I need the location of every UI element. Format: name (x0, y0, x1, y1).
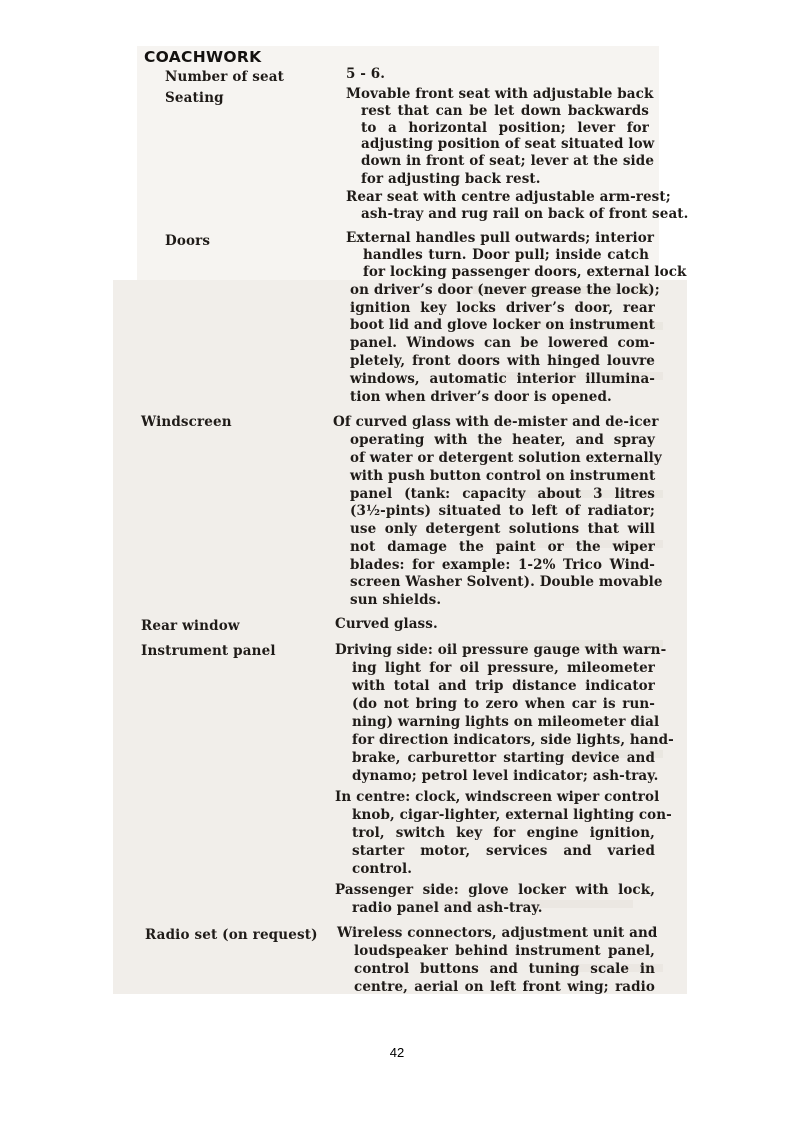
definition-line: for locking passenger doors, external lock (363, 264, 687, 280)
term-radio-set: Radio set (on request) (145, 927, 318, 943)
definition-line: windows, automatic interior illumina- (350, 371, 655, 387)
definition-line: of water or detergent solution externally (350, 450, 662, 466)
term-number-of-seat: Number of seat (165, 69, 285, 85)
definition-line: radio panel and ash-tray. (352, 900, 543, 916)
term-seating: Seating (165, 90, 224, 106)
term-doors: Doors (165, 233, 211, 249)
definition-line: (do not bring to zero when car is run- (352, 696, 655, 712)
definition-line: ignition key locks driver’s door, rear (350, 300, 655, 316)
definition-line: Movable front seat with adjustable back (346, 86, 654, 102)
definition-line: ning) warning lights on mileometer dial (352, 714, 660, 730)
definition-line: handles turn. Door pull; inside catch (363, 247, 649, 263)
definition-line: sun shields. (350, 592, 442, 608)
page-number: 42 (389, 1045, 405, 1060)
definition-line: loudspeaker behind instrument panel, (354, 943, 655, 959)
definition-line: control buttons and tuning scale in (354, 961, 655, 977)
definition-line: trol, switch key for engine ignition, (352, 825, 655, 841)
definition-line: operating with the heater, and spray (350, 432, 655, 448)
definition-line: Rear seat with centre adjustable arm-rest; (346, 189, 671, 205)
definition-line: External handles pull outwards; interior (346, 230, 655, 246)
definition-line: Of curved glass with de-mister and de-icer (333, 414, 659, 430)
definition-line: with push button control on instrument (350, 468, 656, 484)
definition-line: pletely, front doors with hinged louvre (350, 353, 655, 369)
definition-line: In centre: clock, windscreen wiper control (335, 789, 660, 805)
section-heading: COACHWORK (144, 48, 262, 66)
definition-line: rest that can be let down backwards (361, 103, 649, 119)
definition-line: ing light for oil pressure, mileometer (352, 660, 655, 676)
definition-line: Passenger side: glove locker with lock, (335, 882, 655, 898)
definition-line: use only detergent solutions that will (350, 521, 655, 537)
definition-line: (3½-pints) situated to left of radiator; (350, 503, 655, 519)
definition-line: panel (tank: capacity about 3 litres (350, 486, 655, 502)
definition-line: adjusting position of seat situated low (361, 136, 655, 152)
definition-line: panel. Windows can be lowered com- (350, 335, 655, 351)
definition-line: 5 - 6. (346, 66, 386, 82)
term-windscreen: Windscreen (141, 414, 232, 430)
definition-line: for adjusting back rest. (361, 171, 541, 187)
definition-line: tion when driver’s door is opened. (350, 389, 612, 405)
term-instrument-panel: Instrument panel (141, 643, 276, 659)
definition-line: to a horizontal position; lever for (361, 120, 649, 136)
definition-line: Wireless connectors, adjustment unit and (337, 925, 658, 941)
definition-line: with total and trip distance indicator (352, 678, 655, 694)
definition-line: Driving side: oil pressure gauge with warn- (335, 642, 667, 658)
definition-line: for direction indicators, side lights, hand- (352, 732, 674, 748)
definition-line: not damage the paint or the wiper (350, 539, 655, 555)
definition-line: blades: for example: 1-2% Trico Wind- (350, 557, 655, 573)
definition-line: down in front of seat; lever at the side (361, 153, 655, 169)
definition-line: on driver’s door (never grease the lock); (350, 282, 660, 298)
definition-line: control. (352, 861, 413, 877)
definition-line: Curved glass. (335, 616, 438, 632)
definition-line: dynamo; petrol level indicator; ash-tray. (352, 768, 659, 784)
definition-line: screen Washer Solvent). Double movable (350, 574, 663, 590)
definition-line: ash-tray and rug rail on back of front seat. (361, 206, 689, 222)
definition-line: boot lid and glove locker on instrument (350, 317, 655, 333)
definition-line: centre, aerial on left front wing; radio (354, 979, 655, 995)
definition-line: brake, carburettor starting device and (352, 750, 655, 766)
definition-line: starter motor, services and varied (352, 843, 655, 859)
definition-line: knob, cigar-lighter, external lighting con- (352, 807, 672, 823)
term-rear-window: Rear window (141, 618, 240, 634)
